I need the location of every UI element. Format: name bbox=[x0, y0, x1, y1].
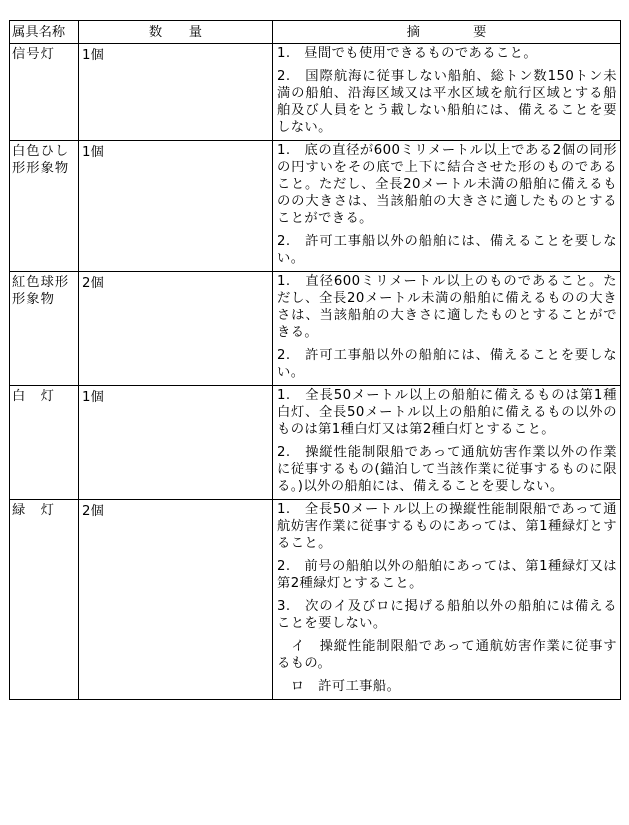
table-row bbox=[10, 141, 621, 272]
equipment-quantity: 1個 bbox=[79, 141, 273, 272]
equipment-notes bbox=[273, 386, 621, 500]
equipment-notes bbox=[273, 44, 621, 141]
equipment-quantity: 1個 bbox=[79, 44, 273, 141]
note-item: 2. 操縦性能制限船であって通航妨害作業以外の作業に従事するもの(錨泊して当該作業に従事するものに限る。)以外の船舶には、備えることを要しない。 bbox=[277, 445, 617, 494]
table-row bbox=[10, 386, 621, 500]
table-row bbox=[10, 500, 621, 700]
note-item: 1. 全長50メートル以上の操縦性能制限船であって通航妨害作業に従事するものにあっては、第1種緑灯とすること。 bbox=[277, 502, 617, 551]
equipment-name: 信号灯 bbox=[10, 44, 79, 141]
header-quantity: 数 量 bbox=[79, 21, 273, 44]
equipment-notes bbox=[273, 141, 621, 272]
equipment-quantity: 2個 bbox=[79, 272, 273, 386]
note-item: 2. 許可工事船以外の船舶には、備えることを要しない。 bbox=[277, 348, 617, 380]
note-item: 1. 直径600ミリメートル以上のものであること。ただし、全長20メートル未満の船舶に備えるものの大きさは、当該船舶の大きさに適したものとすることができる。 bbox=[277, 274, 617, 340]
equipment-name: 白色ひし形形象物 bbox=[10, 141, 79, 272]
equipment-quantity: 2個 bbox=[79, 500, 273, 700]
equipment-name: 白 灯 bbox=[10, 386, 79, 500]
equipment-name: 緑 灯 bbox=[10, 500, 79, 700]
equipment-table bbox=[9, 20, 621, 700]
table-header-row bbox=[10, 21, 621, 44]
note-item: 2. 前号の船舶以外の船舶にあっては、第1種緑灯又は第2種緑灯とすること。 bbox=[277, 559, 617, 591]
equipment-notes bbox=[273, 500, 621, 700]
header-equipment-name: 属具名称 bbox=[10, 21, 79, 44]
note-item: 1. 昼間でも使用できるものであること。 bbox=[277, 46, 538, 61]
note-item: 1. 底の直径が600ミリメートル以上である2個の同形の円すいをその底で上下に結合させた形のものであること。ただし、全長20メートル未満の船舶に備えるものの大きさは、当該船舶の大きさに適したものとすることができる。 bbox=[277, 143, 617, 226]
note-item: 2. 国際航海に従事しない船舶、総トン数150トン未満の船舶、沿海区域又は平水区域を航行区域とする船舶及び人員をとう載しない船舶には、備えることを要しない。 bbox=[277, 69, 617, 135]
note-item: 2. 許可工事船以外の船舶には、備えることを要しない。 bbox=[277, 234, 617, 266]
equipment-notes bbox=[273, 272, 621, 386]
header-summary: 摘 要 bbox=[273, 21, 621, 44]
note-subitem: ロ 許可工事船。 bbox=[277, 679, 401, 694]
table-row bbox=[10, 44, 621, 141]
equipment-name: 紅色球形形象物 bbox=[10, 272, 79, 386]
note-item: 1. 全長50メートル以上の船舶に備えるものは第1種白灯、全長50メートル以上の船舶に備えるもの以外のものは第1種白灯又は第2種白灯とすること。 bbox=[277, 388, 617, 437]
table-row bbox=[10, 272, 621, 386]
note-subitem: イ 操縦性能制限船であって通航妨害作業に従事するもの。 bbox=[277, 639, 617, 671]
equipment-quantity: 1個 bbox=[79, 386, 273, 500]
note-item: 3. 次のイ及びロに掲げる船舶以外の船舶には備えることを要しない。 bbox=[277, 599, 617, 631]
